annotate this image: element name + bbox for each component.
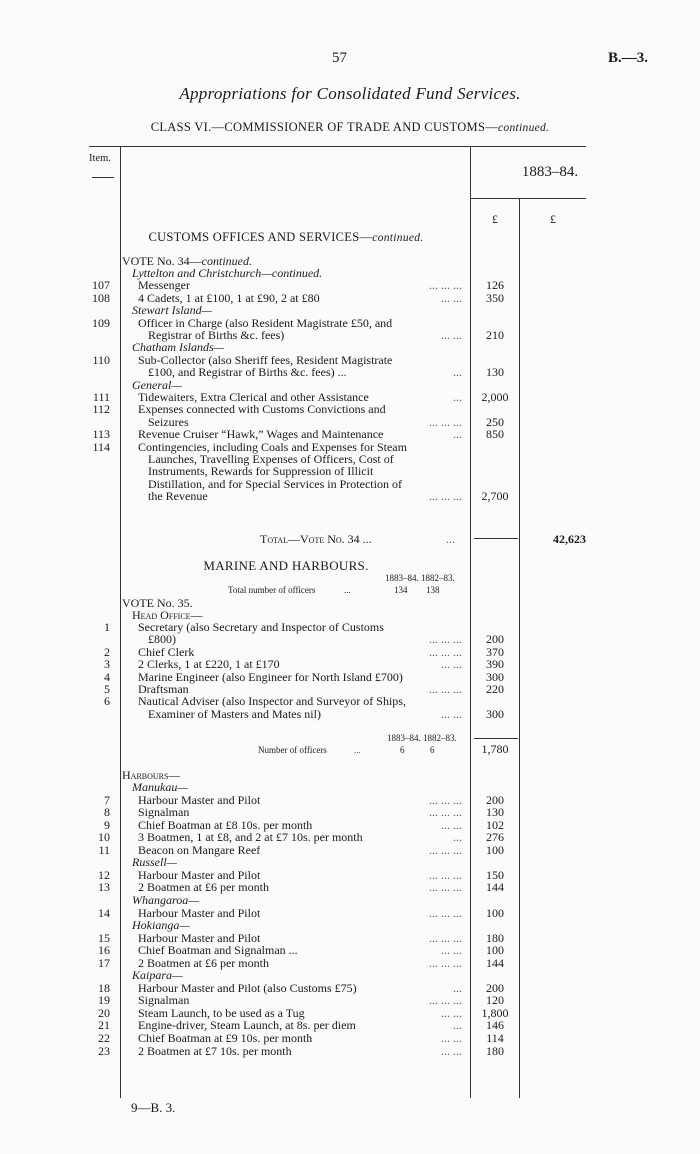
- leader-dots: ... ...: [441, 706, 462, 721]
- item-header-underline: [92, 177, 114, 178]
- item-description: Manukau—: [132, 780, 188, 794]
- leader-dots: ... ... ...: [429, 930, 462, 945]
- item-description: Steam Launch, to be used as a Tug: [138, 1005, 305, 1020]
- item-number: 4: [104, 669, 110, 684]
- item-amount: 300: [486, 669, 504, 684]
- leader-dots: ... ... ...: [429, 955, 462, 970]
- item-amount: 220: [486, 682, 504, 696]
- leader-dots: ... ...: [441, 1005, 462, 1020]
- leader-dots: ... ... ...: [429, 905, 462, 920]
- head-officers-1883: 6: [400, 745, 405, 755]
- item-description: Hokianga—: [132, 918, 190, 933]
- leader-dots: ...: [453, 390, 462, 404]
- item-description: Chatham Islands—: [132, 340, 225, 355]
- leader-dots: ... ... ...: [429, 805, 462, 820]
- item-amount: 114: [486, 1031, 504, 1045]
- total-officers-dots: ...: [344, 585, 351, 595]
- item-number: 12: [98, 867, 110, 882]
- item-description: 3 Boatmen, 1 at £8, and 2 at £7 10s. per month: [138, 830, 363, 845]
- table-row: [0, 707, 700, 721]
- item-description: Harbour Master and Pilot (also Customs £75): [138, 980, 357, 995]
- item-description: Stewart Island—: [132, 303, 213, 318]
- item-description: Harbour Master and Pilot: [138, 905, 261, 920]
- total-vote-34-row: [0, 532, 700, 546]
- item-amount: 130: [486, 805, 504, 820]
- item-description: Expenses connected with Customs Convictions and: [138, 402, 386, 417]
- item-description: Contingencies, including Coals and Expenses for Steam: [138, 439, 407, 454]
- item-amount: 130: [486, 365, 504, 380]
- customs-heading-continued: continued.: [372, 232, 424, 244]
- item-number: 10: [98, 830, 110, 845]
- customs-section-heading: [110, 230, 462, 245]
- item-number: 9: [104, 817, 110, 832]
- leader-dots: ... ...: [441, 1031, 462, 1045]
- item-amount: 100: [486, 842, 504, 857]
- total-officers-row: [228, 585, 478, 595]
- item-description: Chief Boatman at £9 10s. per month: [138, 1031, 313, 1045]
- item-number: 17: [98, 955, 110, 970]
- leader-dots: ... ... ...: [429, 644, 462, 659]
- item-amount: 2,000: [481, 390, 509, 404]
- head-officers-1882: 6: [430, 745, 435, 755]
- item-description: Harbour Master and Pilot: [138, 792, 261, 807]
- leader-dots: ... ... ...: [429, 993, 462, 1008]
- item-amount: 144: [486, 955, 504, 970]
- item-number: 114: [92, 439, 110, 454]
- officers-1882: 138: [426, 585, 440, 595]
- item-amount: 200: [486, 632, 504, 647]
- total-officers-label: Total number of officers: [228, 585, 316, 595]
- item-column-header: Item.: [89, 153, 111, 164]
- item-description: 2 Clerks, 1 at £220, 1 at £170: [138, 657, 280, 672]
- item-number: 13: [98, 880, 110, 895]
- item-number: 109: [92, 315, 110, 330]
- pound-sign-items: £: [492, 212, 498, 226]
- year-column-header: 1883–84.: [521, 164, 579, 180]
- item-description: Distillation, and for Special Services in Protection of: [148, 476, 402, 491]
- item-description: Secretary (also Secretary and Inspector of Customs: [138, 620, 384, 634]
- head-office-subtotal: 1,780: [481, 742, 509, 756]
- item-description: Seizures: [148, 414, 189, 429]
- leader-dots: ...: [453, 365, 462, 380]
- item-number: 113: [92, 427, 110, 442]
- leader-dots: ...: [453, 427, 462, 442]
- leader-dots: ...: [453, 980, 462, 995]
- officers-years-header: 1883–84. 1882–83.: [385, 573, 455, 583]
- total-rule: [474, 538, 518, 539]
- head-officers-row: [0, 742, 700, 756]
- item-amount: 250: [486, 414, 504, 429]
- table-row: [0, 489, 700, 503]
- item-number: 1: [104, 620, 110, 634]
- item-description: Examiner of Masters and Mates nil): [148, 706, 321, 721]
- document-reference: B.—3.: [608, 50, 649, 66]
- head-officers-label: Number of officers: [258, 745, 327, 755]
- item-number: 18: [98, 980, 110, 995]
- item-number: 14: [98, 905, 110, 920]
- item-description: Chief Boatman and Signalman ...: [138, 943, 298, 958]
- item-description: Instruments, Rewards for Suppression of Illicit: [148, 464, 374, 479]
- item-number: 15: [98, 930, 110, 945]
- item-amount: 276: [486, 830, 504, 845]
- item-amount: 200: [486, 792, 504, 807]
- officers-1883: 134: [394, 585, 408, 595]
- class-heading: [0, 120, 700, 135]
- item-amount: 150: [486, 867, 504, 882]
- item-description: 2 Boatmen at £6 per month: [138, 880, 269, 895]
- leader-dots: ...: [453, 830, 462, 845]
- leader-dots: ... ... ...: [429, 792, 462, 807]
- item-amount: 180: [486, 930, 504, 945]
- class-heading-continued: continued.: [498, 122, 550, 134]
- leader-dots: ... ...: [441, 328, 462, 342]
- item-amount: 146: [486, 1018, 504, 1033]
- item-description: Marine Engineer (also Engineer for North Island £700): [138, 669, 403, 684]
- leader-dots: ... ... ...: [429, 682, 462, 696]
- leader-dots: ... ...: [441, 290, 462, 305]
- item-amount: 300: [486, 706, 504, 721]
- item-description: Signalman: [138, 805, 190, 820]
- year-header-rule: [470, 198, 586, 199]
- item-description: Messenger: [138, 278, 190, 293]
- item-description: £800): [148, 632, 176, 647]
- item-description: Signalman: [138, 993, 190, 1008]
- head-officers-years-header: 1883–84. 1882–83.: [387, 733, 457, 743]
- item-number: 21: [98, 1018, 110, 1033]
- table-row: [0, 1044, 700, 1058]
- item-amount: 850: [486, 427, 504, 442]
- item-description: Harbour Master and Pilot: [138, 930, 261, 945]
- item-description: Chief Boatman at £8 10s. per month: [138, 817, 313, 832]
- item-description: Sub-Collector (also Sheriff fees, Resident Magistrate: [138, 352, 393, 367]
- item-number: 19: [98, 993, 110, 1008]
- item-amount: 100: [486, 943, 504, 958]
- leader-dots: ... ...: [441, 943, 462, 958]
- leader-dots: ... ... ...: [429, 867, 462, 882]
- item-amount: 1,800: [481, 1005, 509, 1020]
- leader-dots: ... ...: [441, 817, 462, 832]
- customs-heading-main: CUSTOMS OFFICES AND SERVICES—: [148, 230, 373, 244]
- item-number: 5: [104, 682, 110, 696]
- item-amount: 210: [486, 328, 504, 342]
- item-amount: 102: [486, 817, 504, 832]
- item-number: 3: [104, 657, 110, 672]
- item-amount: 120: [486, 993, 504, 1008]
- item-amount: 144: [486, 880, 504, 895]
- item-amount: 100: [486, 905, 504, 920]
- item-amount: 180: [486, 1043, 504, 1058]
- item-number: 111: [92, 390, 110, 404]
- item-description: Engine-driver, Steam Launch, at 8s. per diem: [138, 1018, 356, 1033]
- head-officers-dots: ...: [354, 745, 361, 755]
- item-description: the Revenue: [148, 489, 208, 504]
- item-amount: 2,700: [481, 489, 509, 504]
- leader-dots: ...: [453, 1018, 462, 1033]
- marine-section-heading: MARINE AND HARBOURS.: [203, 558, 369, 573]
- item-description: 2 Boatmen at £6 per month: [138, 955, 269, 970]
- item-description: Revenue Cruiser “Hawk,” Wages and Maintenance: [138, 427, 384, 442]
- vote-35-text: VOTE No. 35.: [122, 596, 193, 610]
- leader-dots: ... ...: [441, 657, 462, 672]
- leader-dots: ... ... ...: [429, 414, 462, 429]
- item-description: Harbour Master and Pilot: [138, 867, 261, 882]
- item-description: Launches, Travelling Expenses of Officers, Cost of: [148, 452, 394, 466]
- page-title: Appropriations for Consolidated Fund Services.: [179, 84, 521, 103]
- item-description: Kaipara—: [132, 968, 183, 983]
- item-description: General—: [132, 377, 182, 392]
- leader-dots: ... ... ...: [429, 278, 462, 293]
- item-number: 20: [98, 1005, 110, 1020]
- item-number: 110: [92, 352, 110, 367]
- leader-dots: ... ... ...: [429, 842, 462, 857]
- total-vote-34-value: 42,623: [553, 532, 586, 546]
- item-description: Lyttelton and Christchurch—continued.: [132, 266, 323, 280]
- item-number: 107: [92, 278, 110, 293]
- item-description: Registrar of Births &c. fees): [148, 328, 285, 342]
- item-number: 112: [92, 402, 110, 417]
- leader-dots: ... ... ...: [429, 632, 462, 647]
- item-amount: 126: [486, 278, 504, 293]
- item-description: £100, and Registrar of Births &c. fees) ...: [148, 365, 347, 380]
- item-number: 23: [98, 1043, 110, 1058]
- table-top-rule: [89, 146, 586, 147]
- item-number: 8: [104, 805, 110, 820]
- item-amount: 370: [486, 644, 504, 659]
- item-description: Russell—: [132, 855, 178, 870]
- item-description: 2 Boatmen at £7 10s. per month: [138, 1043, 292, 1058]
- leader-dots: ... ...: [441, 1043, 462, 1058]
- item-number: 2: [104, 644, 110, 659]
- item-amount: 350: [486, 290, 504, 305]
- item-number: 22: [98, 1031, 110, 1045]
- item-amount: 390: [486, 657, 504, 672]
- footer-signature: 9—B. 3.: [131, 1100, 176, 1115]
- harbours-text: Harbours—: [122, 768, 181, 782]
- leader-dots: ... ... ...: [429, 880, 462, 895]
- item-number: 108: [92, 290, 110, 305]
- item-number: 11: [98, 842, 110, 857]
- item-amount: 200: [486, 980, 504, 995]
- item-description: Draftsman: [138, 682, 189, 696]
- pound-sign-totals: £: [550, 212, 556, 226]
- item-number: 16: [98, 943, 110, 958]
- item-description: Nautical Adviser (also Inspector and Surveyor of Ships,: [138, 694, 406, 709]
- total-vote-34-label: Total—Vote No. 34 ...: [260, 532, 372, 546]
- item-description: Officer in Charge (also Resident Magistrate £50, and: [138, 315, 393, 330]
- class-heading-main: CLASS VI.—COMMISSIONER OF TRADE AND CUSTOMS—: [150, 120, 499, 134]
- item-description: 4 Cadets, 1 at £100, 1 at £90, 2 at £80: [138, 290, 320, 305]
- item-number: 7: [104, 792, 110, 807]
- total-vote-34-dots: ...: [446, 532, 455, 546]
- page-number: 57: [332, 50, 347, 66]
- item-description: Tidewaiters, Extra Clerical and other Assistance: [138, 390, 369, 404]
- item-description: Beacon on Mangare Reef: [138, 842, 261, 857]
- item-number: 6: [104, 694, 110, 709]
- item-description: Chief Clerk: [138, 644, 195, 659]
- leader-dots: ... ... ...: [429, 489, 462, 504]
- head-office-text: Head Office—: [132, 608, 203, 622]
- vote-34-text: VOTE No. 34—: [122, 254, 202, 268]
- vote-34-continued: continued.: [201, 254, 252, 268]
- item-description: Whangaroa—: [132, 892, 199, 907]
- subtotal-rule: [474, 738, 518, 739]
